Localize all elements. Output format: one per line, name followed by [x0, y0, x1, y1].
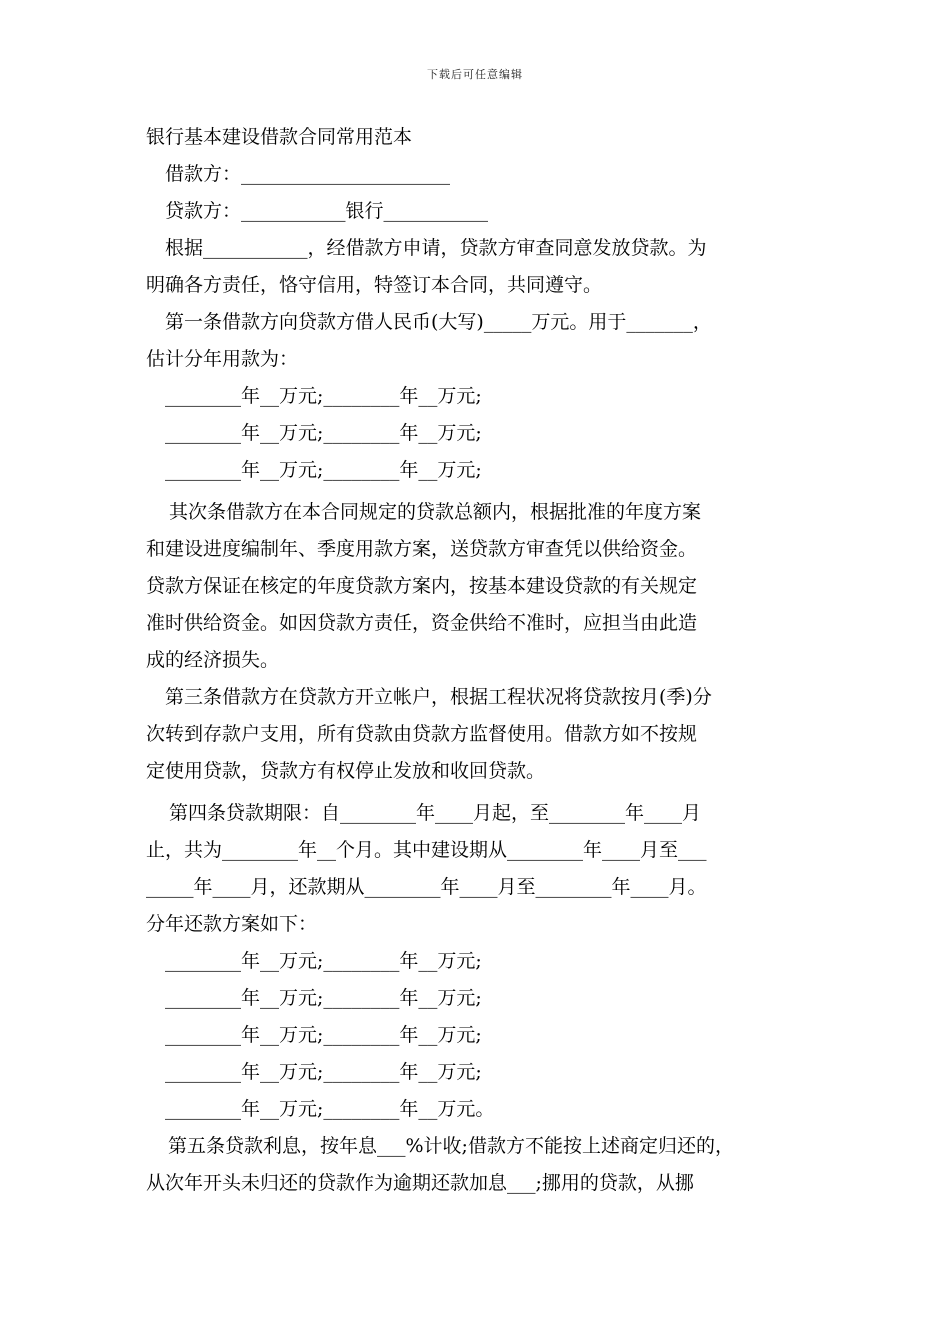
repayment-row: ________年__万元;________年__万元; — [165, 1024, 482, 1046]
repayment-row: ________年__万元;________年__万元; — [165, 950, 482, 972]
borrower-line: 借款方：______________________ — [165, 163, 451, 185]
article-2-line: 其次条借款方在本合同规定的贷款总额内，根据批准的年度方案 — [169, 501, 702, 523]
contract-title: 银行基本建设借款合同常用范本 — [146, 126, 413, 148]
yearly-usage-row: ________年__万元;________年__万元; — [165, 422, 482, 444]
article-1-line: 第一条借款方向贷款方借人民币(大写)_____万元。用于_______， — [165, 311, 712, 333]
preamble-line: 明确各方责任，恪守信用，特签订本合同，共同遵守。 — [146, 274, 603, 296]
article-5-line: 从次年开头未归还的贷款作为逾期还款加息___;挪用的贷款，从挪 — [146, 1172, 694, 1194]
repayment-row: ________年__万元;________年__万元。 — [165, 1098, 495, 1120]
article-2-line: 成的经济损失。 — [146, 649, 280, 671]
contract-body — [146, 119, 814, 1202]
page-header-note: 下载后可任意编辑 — [427, 68, 523, 81]
article-5-line: 第五条贷款利息，按年息___%计收;借款方不能按上述商定归还的， — [168, 1135, 734, 1157]
article-2-line: 和建设进度编制年、季度用款方案，送贷款方审查凭以供给资金。 — [146, 538, 698, 560]
article-3-line: 第三条借款方在贷款方开立帐户，根据工程状况将贷款按月(季)分 — [165, 686, 712, 708]
repayment-row: ________年__万元;________年__万元; — [165, 987, 482, 1009]
article-3-line: 定使用贷款，贷款方有权停止发放和收回贷款。 — [146, 760, 546, 782]
preamble-line: 根据___________，经借款方申请，贷款方审查同意发放贷款。为 — [165, 237, 707, 259]
article-4-line: 第四条贷款期限：自________年____月起，至________年____月 — [169, 802, 702, 824]
yearly-usage-row: ________年__万元;________年__万元; — [165, 459, 482, 481]
lender-line: 贷款方：___________银行___________ — [165, 200, 489, 222]
yearly-usage-row: ________年__万元;________年__万元; — [165, 385, 482, 407]
article-4-line: 分年还款方案如下： — [146, 913, 318, 935]
article-2-line: 贷款方保证在核定的年度贷款方案内，按基本建设贷款的有关规定 — [146, 575, 698, 597]
article-4-line: _____年____月，还款期从________年____月至________年____月。 — [146, 876, 707, 898]
article-3-line: 次转到存款户支用，所有贷款由贷款方监督使用。借款方如不按规 — [146, 723, 698, 745]
article-2-line: 准时供给资金。如因贷款方责任，资金供给不准时，应担当由此造 — [146, 612, 698, 634]
article-1-line: 估计分年用款为： — [146, 348, 299, 370]
article-4-line: 止，共为________年__个月。其中建设期从________年____月至___ — [146, 839, 707, 861]
repayment-row: ________年__万元;________年__万元; — [165, 1061, 482, 1083]
